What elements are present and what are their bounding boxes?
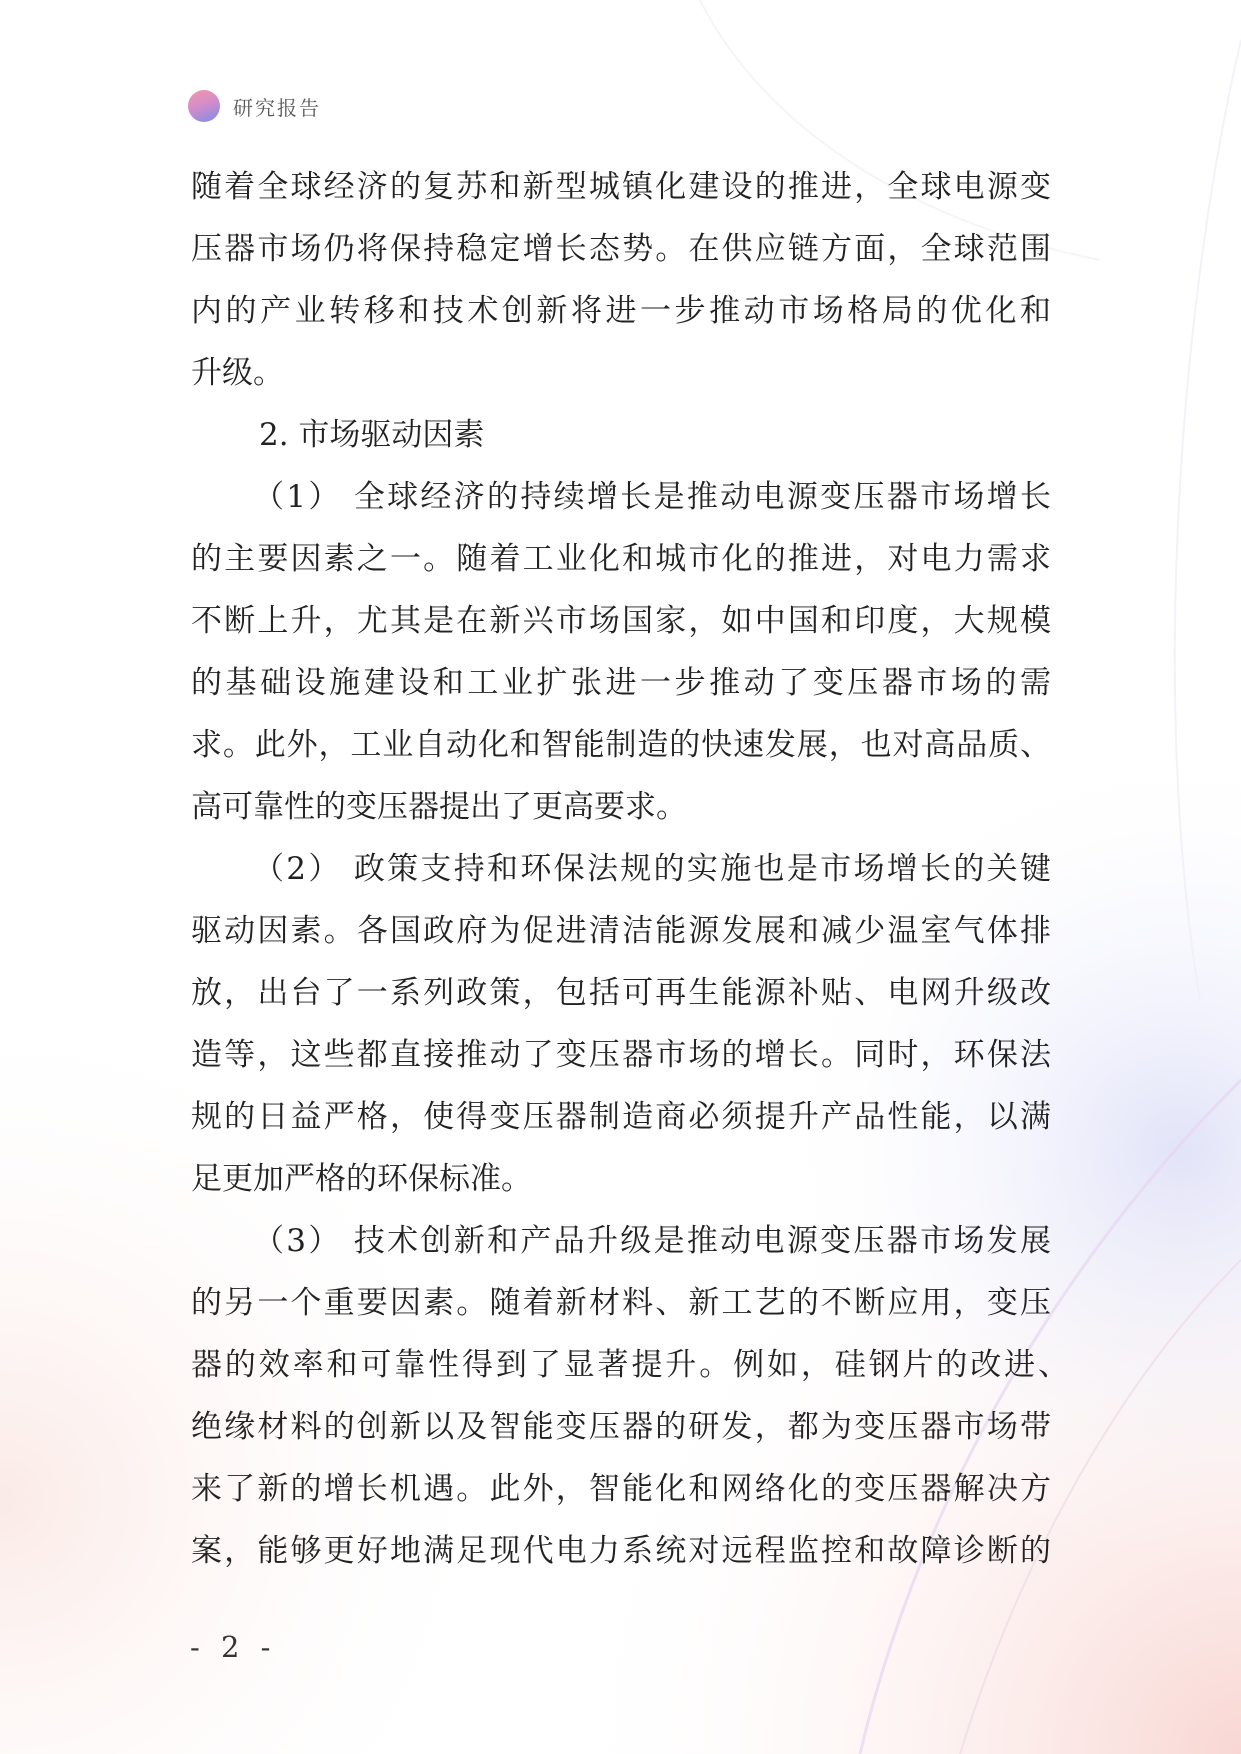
page-number: - 2 - [190,1630,277,1664]
paragraph-intro [191,156,1051,404]
text-line: 器的效率和可靠性得到了显著提升。例如，硅钢片的改进、 [191,1347,1069,1383]
text-line: 的主要因素之一。随着工业化和城市化的推进，对电力需求 [191,541,1051,577]
text-line: 的基础设施建设和工业扩张进一步推动了变压器市场的需 [191,665,1051,701]
text-line: （3） 技术创新和产品升级是推动电源变压器市场发展 [253,1223,1051,1259]
text-line: 案，能够更好地满足现代电力系统对远程监控和故障诊断的 [191,1533,1051,1569]
paragraph-point-1 [191,466,1051,838]
report-header [188,89,321,123]
text-line: （1） 全球经济的持续增长是推动电源变压器市场增长 [253,479,1051,515]
paragraph-point-3 [191,1210,1069,1582]
text-line: 足更加严格的环保标准。 [191,1161,532,1197]
paragraph-point-2 [191,838,1051,1210]
text-line: 不断上升，尤其是在新兴市场国家，如中国和印度，大规模 [191,603,1051,639]
text-line: 规的日益严格，使得变压器制造商必须提升产品性能，以满 [191,1099,1051,1135]
section-heading: 2. 市场驱动因素 [259,417,485,453]
text-line: 随着全球经济的复苏和新型城镇化建设的推进，全球电源变 [191,169,1051,205]
text-line: 内的产业转移和技术创新将进一步推动市场格局的优化和 [191,293,1051,329]
text-line: 放，出台了一系列政策，包括可再生能源补贴、电网升级改 [191,975,1051,1011]
text-line: 驱动因素。各国政府为促进清洁能源发展和减少温室气体排 [191,913,1051,949]
text-line: 高可靠性的变压器提出了更高要求。 [191,789,687,825]
text-line: 绝缘材料的创新以及智能变压器的研发，都为变压器市场带 [191,1409,1051,1445]
document-body [191,156,1069,1582]
text-line: 的另一个重要因素。随着新材料、新工艺的不断应用，变压 [191,1285,1051,1321]
text-line: （2） 政策支持和环保法规的实施也是市场增长的关键 [253,851,1051,887]
text-line: 压器市场仍将保持稳定增长态势。在供应链方面，全球范围 [191,231,1051,267]
text-line: 来了新的增长机遇。此外，智能化和网络化的变压器解决方 [191,1471,1051,1507]
text-line: 求。此外，工业自动化和智能制造的快速发展，也对高品质、 [191,727,1051,763]
text-line: 造等，这些都直接推动了变压器市场的增长。同时，环保法 [191,1037,1051,1073]
text-line: 升级。 [191,355,284,391]
header-label: 研究报告 [233,95,321,120]
report-logo-icon [188,90,220,122]
